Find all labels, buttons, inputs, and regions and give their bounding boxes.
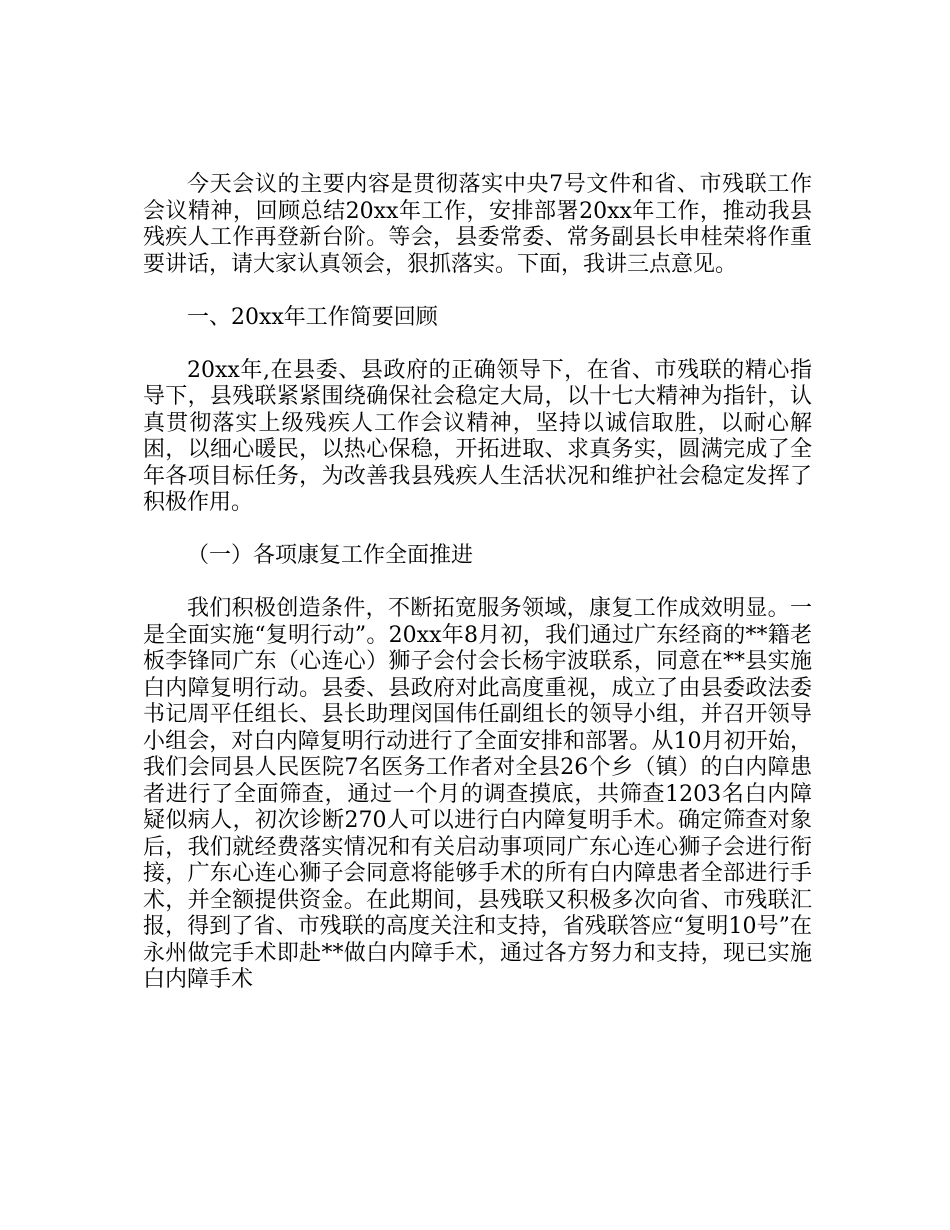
- paragraph-year-summary: 20xx年,在县委、县政府的正确领导下，在省、市残联的精心指导下，县残联紧紧围绕确保社会稳定大局，以十七大精神为指针，认真贯彻落实上级残疾人工作会议精神，坚持以诚信取胜，以耐心解困，以细心暖民，以热心保稳，开拓进取、求真务实，圆满完成了全年各项目标任务，为改善我县残疾人生活状况和维护社会稳定发挥了积极作用。: [143, 357, 812, 515]
- paragraph-spacer: [143, 331, 812, 358]
- subsection-heading-rehab: （一）各项康复工作全面推进: [187, 543, 474, 568]
- document-body: [143, 172, 812, 994]
- paragraph-spacer: [143, 570, 812, 597]
- paragraph-spacer: [143, 517, 812, 544]
- section-heading-review: 一、20xx年工作简要回顾: [187, 304, 438, 330]
- paragraph-spacer: [143, 278, 812, 305]
- paragraph-meeting-intro: 今天会议的主要内容是贯彻落实中央7号文件和省、市残联工作会议精神，回顾总结20xx年工作，安排部署20xx年工作，推动我县残疾人工作再登新台阶。等会，县委常委、常务副县长申桂荣将作重要讲话，请大家认真领会，狠抓落实。下面，我讲三点意见。: [143, 172, 812, 277]
- paragraph-rehab-details: 我们积极创造条件，不断拓宽服务领域，康复工作成效明显。一是全面实施“复明行动”。20xx年8月初，我们通过广东经商的**籍老板李锋同广东（心连心）狮子会付会长杨宇波联系，同意在**县实施白内障复明行动。县委、县政府对此高度重视，成立了由县委政法委书记周平任组长、县长助理闵国伟任副组长的领导小组，并召开领导小组会，对白内障复明行动进行了全面安排和部署。从10月初开始，我们会同县人民医院7名医务工作者对全县26个乡（镇）的白内障患者进行了全面筛查，通过一个月的调查摸底，共筛查1203名白内障疑似病人，初次诊断270人可以进行白内障复明手术。确定筛查对象后，我们就经费落实情况和有关启动事项同广东心连心狮子会进行衔接，广东心连心狮子会同意将能够手术的所有白内障患者全部进行手术，并全额提供资金。在此期间，县残联又积极多次向省、市残联汇报，得到了省、市残联的高度关注和支持，省残联答应“复明10号”在永州做完手术即赴**做白内障手术，通过各方努力和支持，现已实施白内障手术: [143, 596, 812, 992]
